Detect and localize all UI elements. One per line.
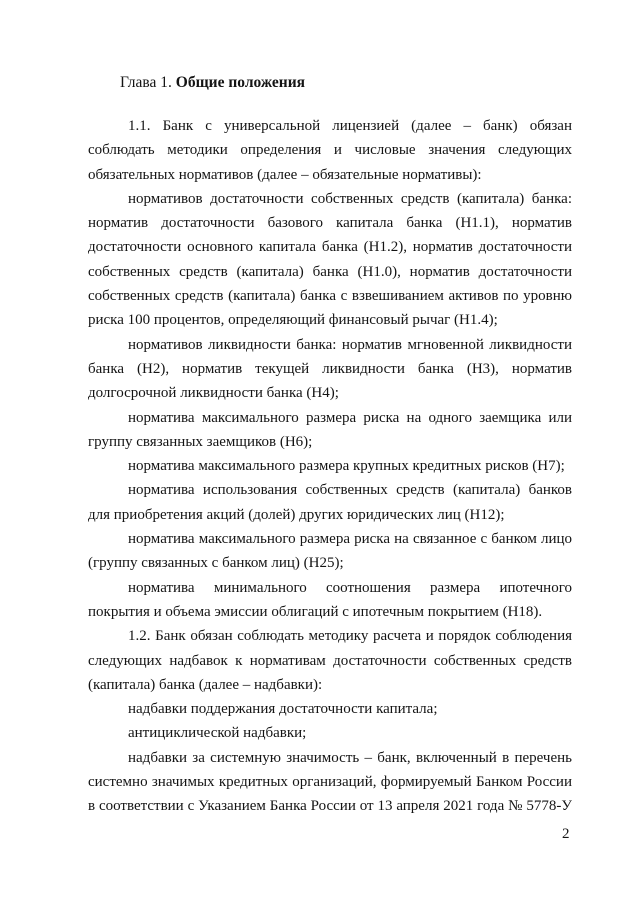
paragraph-liquidity: нормативов ликвидности банка: норматив мгновенной ликвидности банка (Н2), норматив текущей ликвидности банка (Н3), норматив долгосрочной ликвидности банка (Н4); [88, 336, 572, 402]
paragraph-systemic-importance: надбавки за системную значимость – банк, включенный в перечень системно значимых кредитных организаций, формируемый Банком России в соответствии с Указанием Банка России от 13 апреля 2021 года № 5778-У [88, 749, 572, 815]
chapter-label: Глава 1. [120, 74, 172, 91]
paragraph-capital-adequacy: нормативов достаточности собственных средств (капитала) банка: норматив достаточности базового капитала банка (Н1.1), норматив достаточности основного капитала банка (Н1.2), норматив достаточности собственных средств (капитала) банка (Н1.0), норматив достаточности собственных средств (капитала) банка с взвешиванием активов по уровню риска 100 процентов, определяющий финансовый рычаг (Н1.4); [88, 190, 572, 329]
chapter-heading [120, 73, 305, 93]
document-body [88, 114, 572, 819]
paragraph-h6: норматива максимального размера риска на одного заемщика или группу связанных заемщиков (Н6); [88, 409, 572, 450]
paragraph-buffer-conservation: надбавки поддержания достаточности капитала; [128, 701, 438, 718]
paragraph-countercyclical: антициклической надбавки; [128, 725, 307, 742]
paragraph-h25: норматива максимального размера риска на связанное с банком лицо (группу связанных с банком лиц) (Н25); [88, 531, 572, 572]
page-number: 2 [562, 826, 570, 842]
paragraph-h7: норматива максимального размера крупных кредитных рисков (Н7); [128, 458, 565, 475]
paragraph-1-2: 1.2. Банк обязан соблюдать методику расчета и порядок соблюдения следующих надбавок к нормативам достаточности собственных средств (капитала) банка (далее – надбавки): [88, 628, 572, 693]
paragraph-h12: норматива использования собственных средств (капитала) банков для приобретения акций (долей) других юридических лиц (Н12); [88, 482, 572, 523]
paragraph-1-1: 1.1. Банк с универсальной лицензией (далее – банк) обязан соблюдать методики определения и числовые значения следующих обязательных нормативов (далее – обязательные нормативы): [88, 118, 572, 183]
chapter-title: Общие положения [175, 74, 306, 91]
paragraph-h18: норматива минимального соотношения размера ипотечного покрытия и объема эмиссии облигаций с ипотечным покрытием (Н18). [88, 579, 572, 620]
